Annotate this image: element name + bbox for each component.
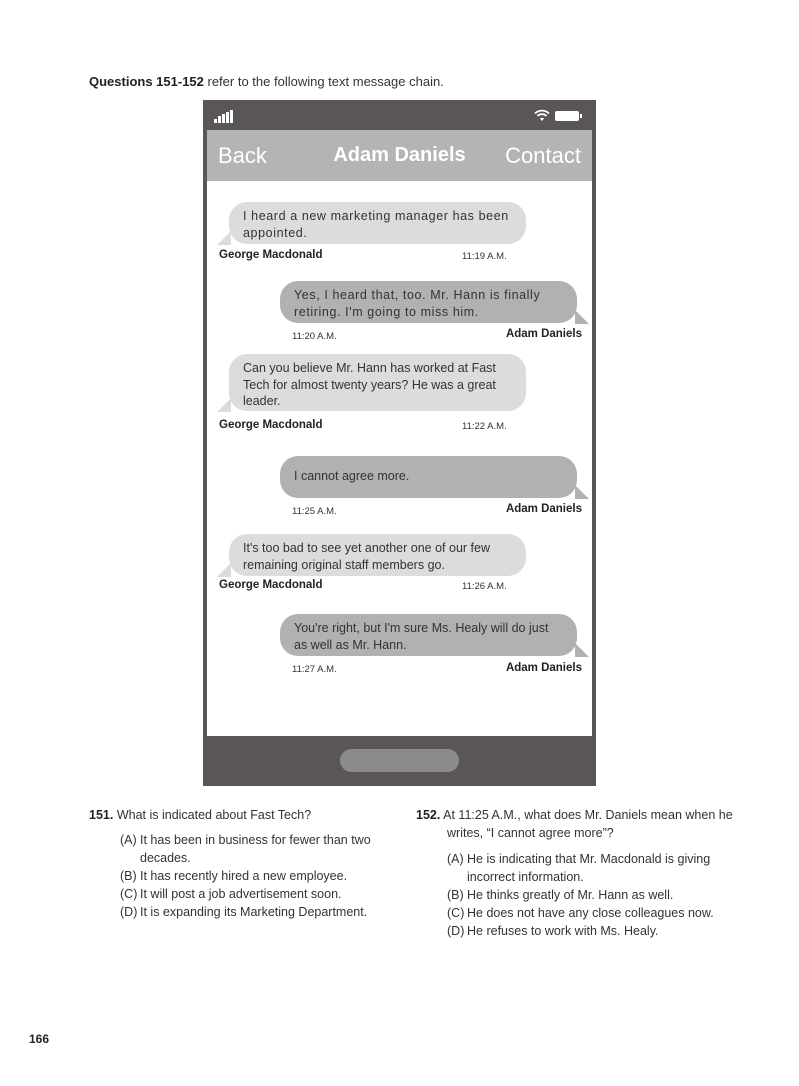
message-sender: George Macdonald xyxy=(219,419,323,431)
message-sender: George Macdonald xyxy=(219,249,323,261)
signal-icon xyxy=(214,109,236,123)
answer-option[interactable]: (A) It has been in business for fewer than two decades. xyxy=(120,833,371,865)
message-sender: Adam Daniels xyxy=(505,503,582,515)
message-bubble-outgoing xyxy=(280,456,577,498)
message-time: 11:26 A.M. xyxy=(462,581,507,592)
question-152-options xyxy=(447,850,717,940)
question-151-options xyxy=(120,831,395,921)
answer-option[interactable]: (B) He thinks greatly of Mr. Hann as well. xyxy=(447,888,674,902)
question-text: What is indicated about Fast Tech? xyxy=(116,808,312,822)
answer-option[interactable]: (A) He is indicating that Mr. Macdonald is giving incorrect information. xyxy=(447,852,711,884)
message-bubble-incoming xyxy=(229,354,526,411)
message-time: 11:27 A.M. xyxy=(292,664,337,675)
message-time: 11:22 A.M. xyxy=(462,421,507,432)
contact-button[interactable]: Contact xyxy=(505,143,581,168)
message-time: 11:19 A.M. xyxy=(462,251,507,262)
status-bar xyxy=(203,100,596,130)
page-number: 166 xyxy=(29,1032,50,1046)
question-151 xyxy=(89,806,399,824)
message-sender: Adam Daniels xyxy=(505,662,582,674)
message-bubble-outgoing xyxy=(280,281,577,323)
question-number: 152. xyxy=(416,808,441,822)
message-text: I cannot agree more. xyxy=(294,469,410,483)
message-text: You're right, but I'm sure Ms. Healy will do just as well as Mr. Hann. xyxy=(294,621,549,652)
home-button[interactable] xyxy=(340,749,459,772)
answer-option[interactable]: (D) He refuses to work with Ms. Healy. xyxy=(447,924,659,938)
answer-option[interactable]: (C) He does not have any close colleagues now. xyxy=(447,906,714,920)
passage-intro xyxy=(89,74,444,89)
answer-option[interactable]: (B) It has recently hired a new employee. xyxy=(120,869,348,883)
message-time: 11:25 A.M. xyxy=(292,506,337,517)
message-text: It's too bad to see yet another one of our few remaining original staff members go. xyxy=(243,541,490,572)
message-sender: Adam Daniels xyxy=(505,328,582,340)
message-text: I heard a new marketing manager has been appointed. xyxy=(243,209,509,240)
conversation-header xyxy=(207,130,592,181)
message-bubble-incoming xyxy=(229,202,526,244)
battery-icon xyxy=(555,111,579,121)
conversation-title: Adam Daniels xyxy=(333,144,466,166)
question-text: At 11:25 A.M., what does Mr. Daniels mean when he writes, “I cannot agree more”? xyxy=(443,808,733,840)
back-button[interactable]: Back xyxy=(218,143,267,168)
message-text: Yes, I heard that, too. Mr. Hann is finally retiring. I'm going to miss him. xyxy=(294,288,541,319)
question-range: Questions 151-152 xyxy=(89,74,204,89)
answer-option[interactable]: (C) It will post a job advertisement soon. xyxy=(120,887,342,901)
wifi-icon xyxy=(534,109,550,121)
message-bubble-incoming xyxy=(229,534,526,576)
phone-mockup xyxy=(203,100,596,786)
message-sender: George Macdonald xyxy=(219,579,323,591)
answer-option[interactable]: (D) It is expanding its Marketing Department. xyxy=(120,905,368,919)
question-152 xyxy=(416,806,747,842)
message-time: 11:20 A.M. xyxy=(292,331,337,342)
message-bubble-outgoing xyxy=(280,614,577,656)
message-thread xyxy=(207,181,592,736)
message-text: Can you believe Mr. Hann has worked at Fast Tech for almost twenty years? He was a great leader. xyxy=(243,361,496,408)
question-number: 151. xyxy=(89,808,114,822)
intro-text: refer to the following text message chain. xyxy=(203,74,444,89)
